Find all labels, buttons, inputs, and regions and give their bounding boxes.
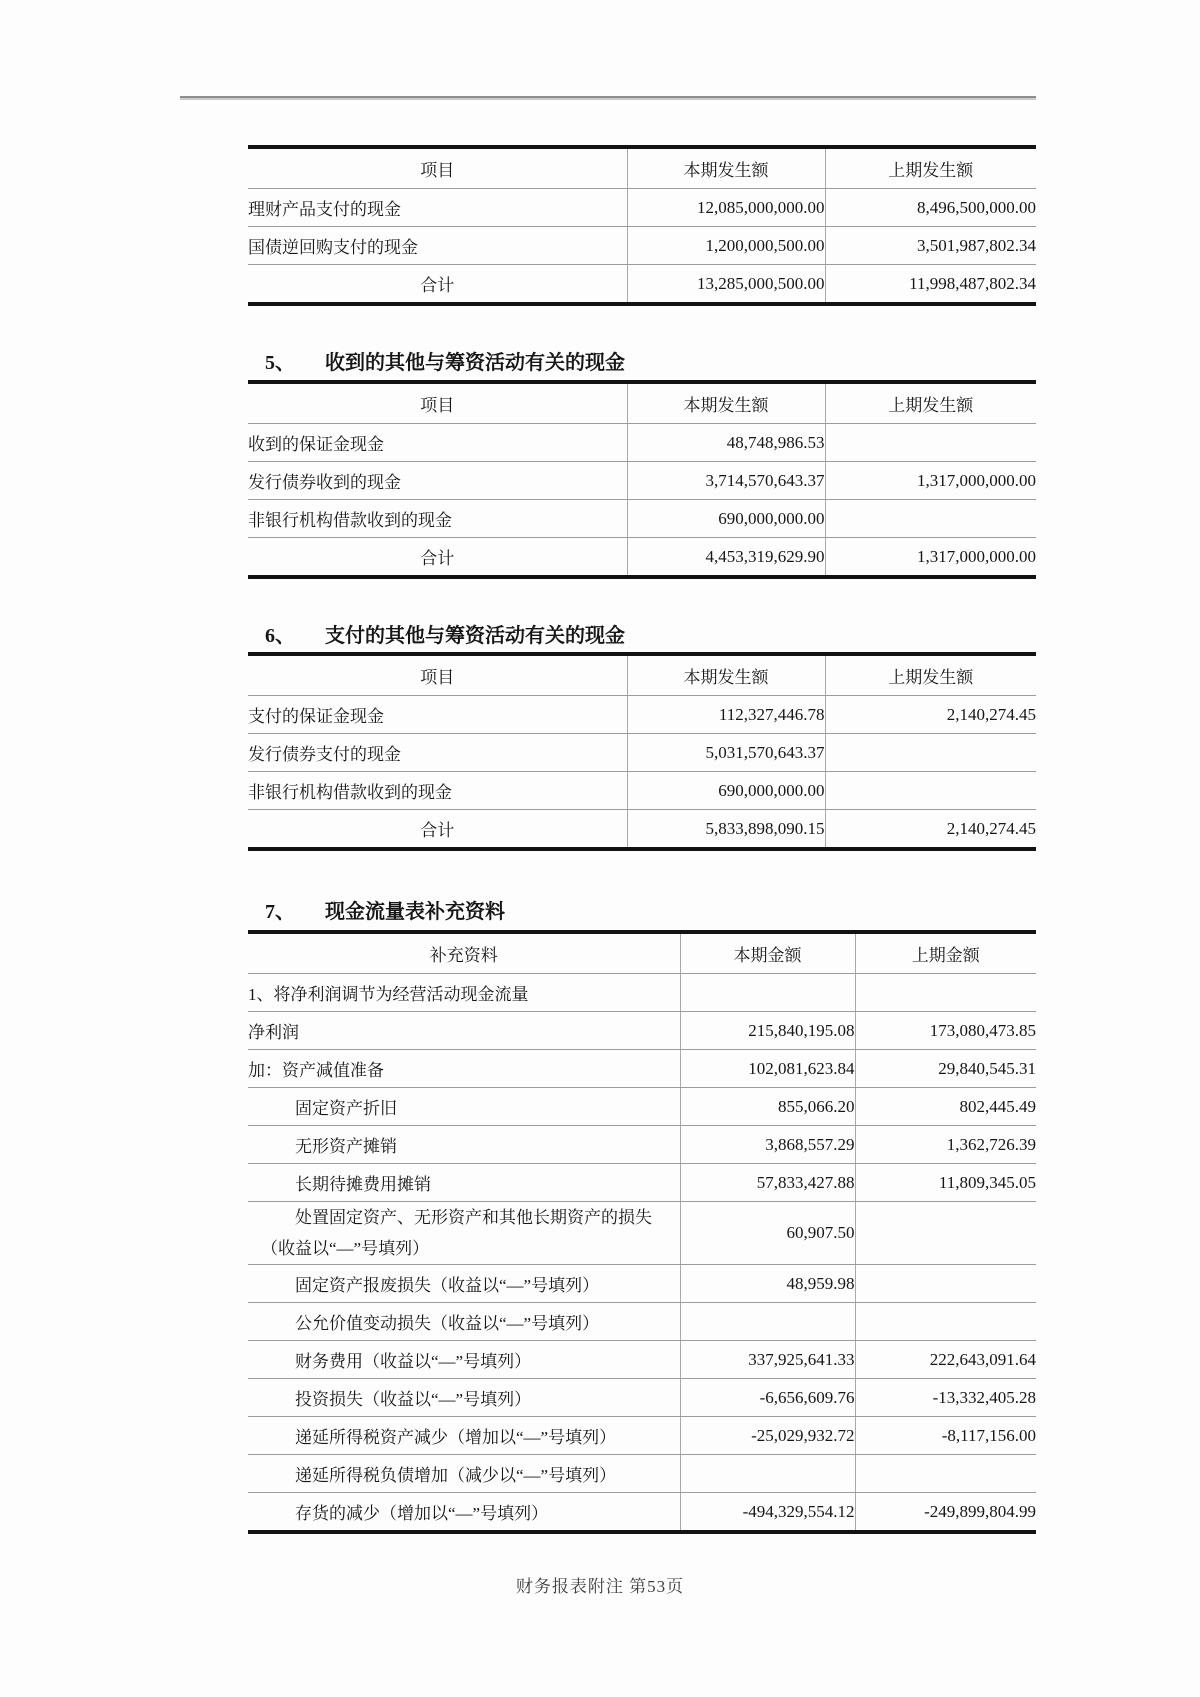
column-header: 项目	[248, 382, 627, 424]
item-label-line2: （收益以“—”号填列）	[261, 1239, 430, 1258]
current-period-amount-cell: 690,000,000.00	[627, 772, 825, 810]
table-row	[248, 424, 1036, 462]
table-row	[248, 500, 1036, 538]
item-label-line1: 处置固定资产、无形资产和其他长期资产的损失	[295, 1208, 652, 1227]
column-header: 上期发生额	[825, 147, 1036, 189]
table-row	[248, 1088, 1036, 1126]
column-header: 上期发生额	[825, 654, 1036, 696]
current-period-amount-cell: 855,066.20	[680, 1088, 855, 1126]
table-row	[248, 974, 1036, 1012]
prior-period-amount-cell: 8,496,500,000.00	[825, 189, 1036, 227]
current-period-amount-cell: 48,959.98	[680, 1265, 855, 1303]
prior-period-amount-cell	[825, 772, 1036, 810]
item-cell: 非银行机构借款收到的现金	[248, 772, 627, 810]
prior-period-amount-cell: 802,445.49	[855, 1088, 1036, 1126]
table-row	[248, 1265, 1036, 1303]
column-header: 本期发生额	[627, 382, 825, 424]
current-period-amount-cell: 13,285,000,500.00	[627, 265, 825, 305]
prior-period-amount-cell	[855, 1265, 1036, 1303]
prior-period-amount-cell: 222,643,091.64	[855, 1341, 1036, 1379]
prior-period-amount-cell: 1,317,000,000.00	[825, 462, 1036, 500]
item-cell: 发行债券支付的现金	[248, 734, 627, 772]
item-cell: 投资损失（收益以“—”号填列）	[248, 1379, 680, 1417]
section-6-heading	[248, 623, 1036, 649]
prior-period-amount-cell: -249,899,804.99	[855, 1493, 1036, 1533]
section-5-heading	[248, 350, 1036, 376]
table-row	[248, 1050, 1036, 1088]
current-period-amount-cell: 57,833,427.88	[680, 1164, 855, 1202]
item-cell: 固定资产折旧	[248, 1088, 680, 1126]
current-period-amount-cell: 337,925,641.33	[680, 1341, 855, 1379]
table-row	[248, 1493, 1036, 1533]
table-row	[248, 696, 1036, 734]
table-row	[248, 1164, 1036, 1202]
table-row	[248, 1341, 1036, 1379]
page-footer: 财务报表附注 第53页	[515, 1577, 685, 1596]
header-row	[248, 654, 1036, 696]
section-7-heading	[248, 899, 1036, 925]
item-cell	[248, 1202, 680, 1265]
current-period-amount-cell: 60,907.50	[680, 1202, 855, 1265]
item-cell: 固定资产报废损失（收益以“—”号填列）	[248, 1265, 680, 1303]
item-cell: 收到的保证金现金	[248, 424, 627, 462]
item-cell: 公允价值变动损失（收益以“—”号填列）	[248, 1303, 680, 1341]
prior-period-amount-cell	[855, 974, 1036, 1012]
prior-period-amount-cell	[855, 1303, 1036, 1341]
item-cell: 理财产品支付的现金	[248, 189, 627, 227]
table-row	[248, 1126, 1036, 1164]
prior-period-amount-cell	[855, 1455, 1036, 1493]
prior-period-amount-cell: 1,362,726.39	[855, 1126, 1036, 1164]
item-cell: 支付的保证金现金	[248, 696, 627, 734]
column-header: 项目	[248, 147, 627, 189]
column-header: 补充资料	[248, 932, 680, 974]
prior-period-amount-cell: 2,140,274.45	[825, 810, 1036, 850]
column-header: 本期发生额	[627, 654, 825, 696]
section-7-title: 现金流量表补充资料	[325, 901, 505, 923]
current-period-amount-cell: -25,029,932.72	[680, 1417, 855, 1455]
table-row	[248, 772, 1036, 810]
column-header: 上期金额	[855, 932, 1036, 974]
item-cell: 无形资产摊销	[248, 1126, 680, 1164]
table-row	[248, 189, 1036, 227]
column-header: 上期发生额	[825, 382, 1036, 424]
table-row	[248, 734, 1036, 772]
current-period-amount-cell	[680, 974, 855, 1012]
item-cell: 财务费用（收益以“—”号填列）	[248, 1341, 680, 1379]
total-row	[248, 810, 1036, 850]
prior-period-amount-cell: 173,080,473.85	[855, 1012, 1036, 1050]
prior-period-amount-cell: -13,332,405.28	[855, 1379, 1036, 1417]
item-cell: 合计	[248, 538, 627, 578]
item-cell: 合计	[248, 810, 627, 850]
item-cell: 非银行机构借款收到的现金	[248, 500, 627, 538]
current-period-amount-cell: 5,031,570,643.37	[627, 734, 825, 772]
current-period-amount-cell	[680, 1303, 855, 1341]
current-period-amount-cell: 4,453,319,629.90	[627, 538, 825, 578]
prior-period-amount-cell	[855, 1202, 1036, 1265]
prior-period-amount-cell: 3,501,987,802.34	[825, 227, 1036, 265]
current-period-amount-cell	[680, 1455, 855, 1493]
prior-period-amount-cell: 11,998,487,802.34	[825, 265, 1036, 305]
prior-period-amount-cell	[825, 424, 1036, 462]
item-cell: 合计	[248, 265, 627, 305]
table-row	[248, 1417, 1036, 1455]
continuation-table	[248, 145, 1036, 306]
item-cell: 递延所得税资产减少（增加以“—”号填列）	[248, 1417, 680, 1455]
current-period-amount-cell: 3,868,557.29	[680, 1126, 855, 1164]
prior-period-amount-cell: 2,140,274.45	[825, 696, 1036, 734]
total-row	[248, 265, 1036, 305]
item-cell: 净利润	[248, 1012, 680, 1050]
table-row	[248, 1202, 1036, 1265]
current-period-amount-cell: -494,329,554.12	[680, 1493, 855, 1533]
table-row	[248, 1303, 1036, 1341]
item-cell: 长期待摊费用摊销	[248, 1164, 680, 1202]
section-6-title: 支付的其他与筹资活动有关的现金	[325, 625, 625, 647]
current-period-amount-cell: 3,714,570,643.37	[627, 462, 825, 500]
table-row	[248, 1455, 1036, 1493]
prior-period-amount-cell: -8,117,156.00	[855, 1417, 1036, 1455]
prior-period-amount-cell: 29,840,545.31	[855, 1050, 1036, 1088]
page-header-rule	[180, 96, 1036, 98]
current-period-amount-cell: -6,656,609.76	[680, 1379, 855, 1417]
item-cell: 存货的减少（增加以“—”号填列）	[248, 1493, 680, 1533]
section-6-number: 6、	[265, 625, 295, 647]
section-7-number: 7、	[265, 901, 295, 923]
item-cell: 加：资产减值准备	[248, 1050, 680, 1088]
received-financing-cash-table	[248, 380, 1036, 579]
current-period-amount-cell: 5,833,898,090.15	[627, 810, 825, 850]
header-row	[248, 382, 1036, 424]
item-cell: 国债逆回购支付的现金	[248, 227, 627, 265]
item-cell: 递延所得税负债增加（减少以“—”号填列）	[248, 1455, 680, 1493]
item-cell: 1、将净利润调节为经营活动现金流量	[248, 974, 680, 1012]
header-row	[248, 932, 1036, 974]
table-row	[248, 462, 1036, 500]
current-period-amount-cell: 1,200,000,500.00	[627, 227, 825, 265]
column-header: 本期金额	[680, 932, 855, 974]
total-row	[248, 538, 1036, 578]
current-period-amount-cell: 48,748,986.53	[627, 424, 825, 462]
prior-period-amount-cell	[825, 734, 1036, 772]
column-header: 本期发生额	[627, 147, 825, 189]
current-period-amount-cell: 102,081,623.84	[680, 1050, 855, 1088]
prior-period-amount-cell	[825, 500, 1036, 538]
column-header: 项目	[248, 654, 627, 696]
current-period-amount-cell: 112,327,446.78	[627, 696, 825, 734]
supplementary-info-table	[248, 930, 1036, 1534]
section-5-number: 5、	[265, 352, 295, 374]
section-5-title: 收到的其他与筹资活动有关的现金	[325, 352, 625, 374]
current-period-amount-cell: 215,840,195.08	[680, 1012, 855, 1050]
item-cell: 发行债券收到的现金	[248, 462, 627, 500]
header-row	[248, 147, 1036, 189]
table-row	[248, 1379, 1036, 1417]
current-period-amount-cell: 12,085,000,000.00	[627, 189, 825, 227]
table-row	[248, 227, 1036, 265]
paid-financing-cash-table	[248, 652, 1036, 851]
table-row	[248, 1012, 1036, 1050]
prior-period-amount-cell: 1,317,000,000.00	[825, 538, 1036, 578]
prior-period-amount-cell: 11,809,345.05	[855, 1164, 1036, 1202]
current-period-amount-cell: 690,000,000.00	[627, 500, 825, 538]
